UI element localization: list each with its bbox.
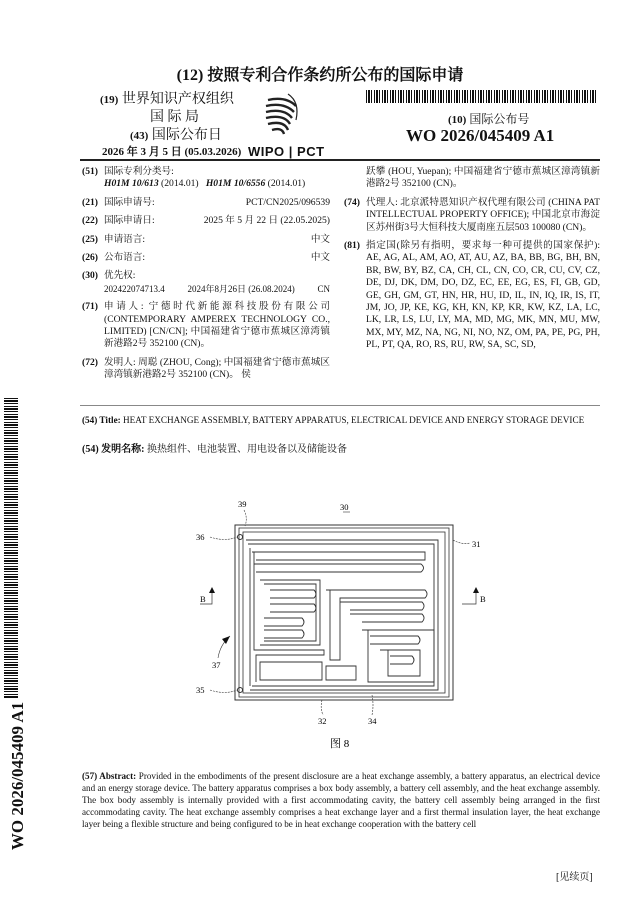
filing-date: 2025 年 5 月 22 日 (22.05.2025) — [203, 215, 330, 227]
field-71 — [82, 301, 330, 351]
org-code: (19) — [100, 94, 119, 106]
ipc-code: H01M 10/6556 — [205, 178, 266, 190]
org-name — [100, 88, 234, 108]
figure-caption: 图 8 — [330, 738, 350, 750]
title-cn-label: (54) 发明名称: — [82, 444, 145, 455]
ipc-version: (2014.01) — [161, 178, 199, 190]
top-barcode — [366, 90, 598, 103]
field-26 — [82, 252, 330, 264]
abstract — [82, 770, 600, 830]
ref-35: 35 — [196, 685, 205, 695]
field-num: (81) — [344, 240, 360, 252]
ipc-code: H01M 10/613 — [104, 178, 159, 190]
title-en-label: (54) Title: — [82, 415, 121, 425]
bibliographic-right-column — [344, 166, 600, 352]
field-num: (74) — [344, 196, 360, 208]
pub-date-label: 国际公布日 — [151, 128, 222, 143]
applicant: 申请人: 宁德时代新能源科技股份有限公司 (CONTEMPORARY AMPEREX TECHNOLOGY CO., LIMITED) [CN/CN]; 中国福建省宁德市蕉城区漳湾镇新港路2号 352100 (CN)。 — [104, 301, 330, 350]
pub-date-code: (43) — [130, 130, 149, 142]
field-51 — [82, 166, 330, 178]
ipc-codes — [82, 178, 330, 190]
section-b-right: B — [480, 594, 486, 604]
agent: 代理人: 北京派特恩知识产权代理有限公司 (CHINA PAT INTELLECTUAL PROPERTY OFFICE); 中国北京市海淀区苏州街3号大恒科技大厦南座五层503 100080 (CN)。 — [366, 196, 600, 233]
ref-30: 30 — [340, 502, 349, 512]
wipo-logo-text: WIPO | PCT — [248, 144, 325, 159]
title-en — [82, 414, 600, 426]
abstract-text: Provided in the embodiments of the present disclosure are a heat exchange assembly, a battery apparatus, an electrical device and an energy storage device. The battery apparatus comprises a box body assembly, a battery cell assembly, and the heat exchange assembly. The box body assembly is internally provided with a first accommodating cavity, the battery cell assembly being arranged in the first accommodating cavity. The heat exchange assembly comprises a heat exchange layer and a first thermal insulation layer, the heat exchange layer being a flexible structure and being configured to be in heat exchange cooperation with the battery cell — [82, 771, 600, 829]
arrow-up-icon — [209, 587, 215, 593]
document-type-heading — [0, 62, 640, 85]
ipc-version: (2014.01) — [267, 178, 306, 190]
inventor: 发明人: 周聪 (ZHOU, Cong); 中国福建省宁德市蕉城区漳湾镇新港路2号 352100 (CN)。 侯 — [104, 356, 330, 381]
pub-no-label: 国际公布号 — [469, 112, 530, 126]
filing-language: 中文 — [310, 233, 330, 245]
ref-34: 34 — [368, 716, 377, 726]
side-publication-number: WO 2026/045409 A1 — [8, 701, 27, 851]
priority-data — [82, 283, 330, 295]
publication-number: WO 2026/045409 A1 — [406, 126, 555, 145]
field-72 — [82, 357, 330, 382]
title-cn — [82, 444, 600, 456]
field-label: 国际专利分类号: — [104, 166, 174, 177]
publication-language: 中文 — [310, 252, 330, 264]
wipo-globe-icon — [248, 90, 320, 138]
side-barcode — [4, 398, 18, 698]
inventor-continued: 跃攀 (HOU, Yuepan); 中国福建省宁德市蕉城区漳湾镇新港路2号 352100 (CN)。 — [366, 166, 600, 190]
pub-date: 2026 年 3 月 5 日 (05.03.2026) — [102, 146, 242, 158]
bureau: 国 际 局 — [150, 110, 199, 125]
section-b-left: B — [200, 594, 206, 604]
ref-32: 32 — [318, 716, 327, 726]
continued-on-next-page: [见续页] — [556, 872, 593, 883]
pub-date-heading — [130, 124, 222, 144]
field-num: (71) — [82, 301, 98, 313]
pub-no-code: (10) — [448, 114, 467, 126]
field-21 — [82, 197, 330, 209]
field-label: 国际申请日: — [104, 215, 155, 227]
field-74 — [344, 197, 600, 234]
field-25 — [82, 234, 330, 246]
field-81 — [344, 240, 600, 352]
priority-number: 202422074713.4 — [104, 283, 165, 294]
field-22 — [82, 215, 330, 227]
field-num: (72) — [82, 356, 98, 368]
ref-39: 39 — [238, 499, 247, 509]
field-num: (51) — [82, 166, 98, 177]
wipo-logo — [248, 90, 325, 159]
field-num: (22) — [82, 215, 98, 227]
doc-type-text: (12) 按照专利合作条约所公布的国际申请 — [176, 67, 464, 84]
field-num: (30) — [82, 270, 98, 282]
header-divider — [80, 159, 600, 161]
field-label: 优先权: — [104, 270, 136, 282]
priority-date: 2024年8月26日 (26.08.2024) — [187, 283, 295, 294]
field-30 — [82, 270, 330, 282]
pub-no-heading — [448, 110, 529, 127]
field-label: 国际申请号: — [104, 196, 155, 208]
bibliographic-left-column — [82, 166, 330, 382]
ref-31: 31 — [472, 539, 481, 549]
heat-exchange-drawing — [190, 490, 500, 755]
field-num: (25) — [82, 233, 98, 245]
application-number: PCT/CN2025/096539 — [245, 196, 330, 208]
org-name-text: 世界知识产权组织 — [121, 92, 234, 107]
arrow-up-icon — [473, 587, 479, 593]
field-num: (26) — [82, 252, 98, 264]
figure-8 — [190, 490, 500, 755]
biblio-divider — [80, 405, 600, 406]
ref-37: 37 — [212, 660, 221, 670]
field-label: 申请语言: — [104, 233, 146, 245]
field-num: (21) — [82, 196, 98, 208]
designated-states: 指定国(除另有指明，要求每一种可提供的国家保护): AE, AG, AL, AM, AO, AT, AU, AZ, BA, BB, BG, BH, BN, BR, BW, BY, BZ, CA, CH, CL, CN, CO, CR, CU, CV, CZ, DE, DJ, DK, DM, DO, DZ, EC, EE, EG, ES, FI, GB, GD, GE, GH, GM, GT, HN, HR, HU, ID, IL, IN, IQ, IR, IS, IT, JM, JO, JP, KE, KG, KH, KN, KP, KR, KW, KZ, LA, LC, LK, LR, LS, LU, LY, MA, MD, MG, MK, MN, MU, MW, MX, MY, MZ, NA, NG, NI, NO, NZ, OM, PA, PE, PG, PH, PL, PT, QA, RO, RS, RU, RW, SA, SC, SD, — [366, 240, 600, 351]
ref-36: 36 — [196, 532, 205, 542]
field-label: 公布语言: — [104, 252, 146, 264]
title-cn-text: 换热组件、电池装置、用电设备以及储能设备 — [147, 444, 347, 455]
abstract-label: (57) Abstract: — [82, 771, 137, 781]
priority-country: CN — [317, 283, 330, 294]
title-en-text: HEAT EXCHANGE ASSEMBLY, BATTERY APPARATUS, ELECTRICAL DEVICE AND ENERGY STORAGE DEVICE — [123, 415, 585, 425]
